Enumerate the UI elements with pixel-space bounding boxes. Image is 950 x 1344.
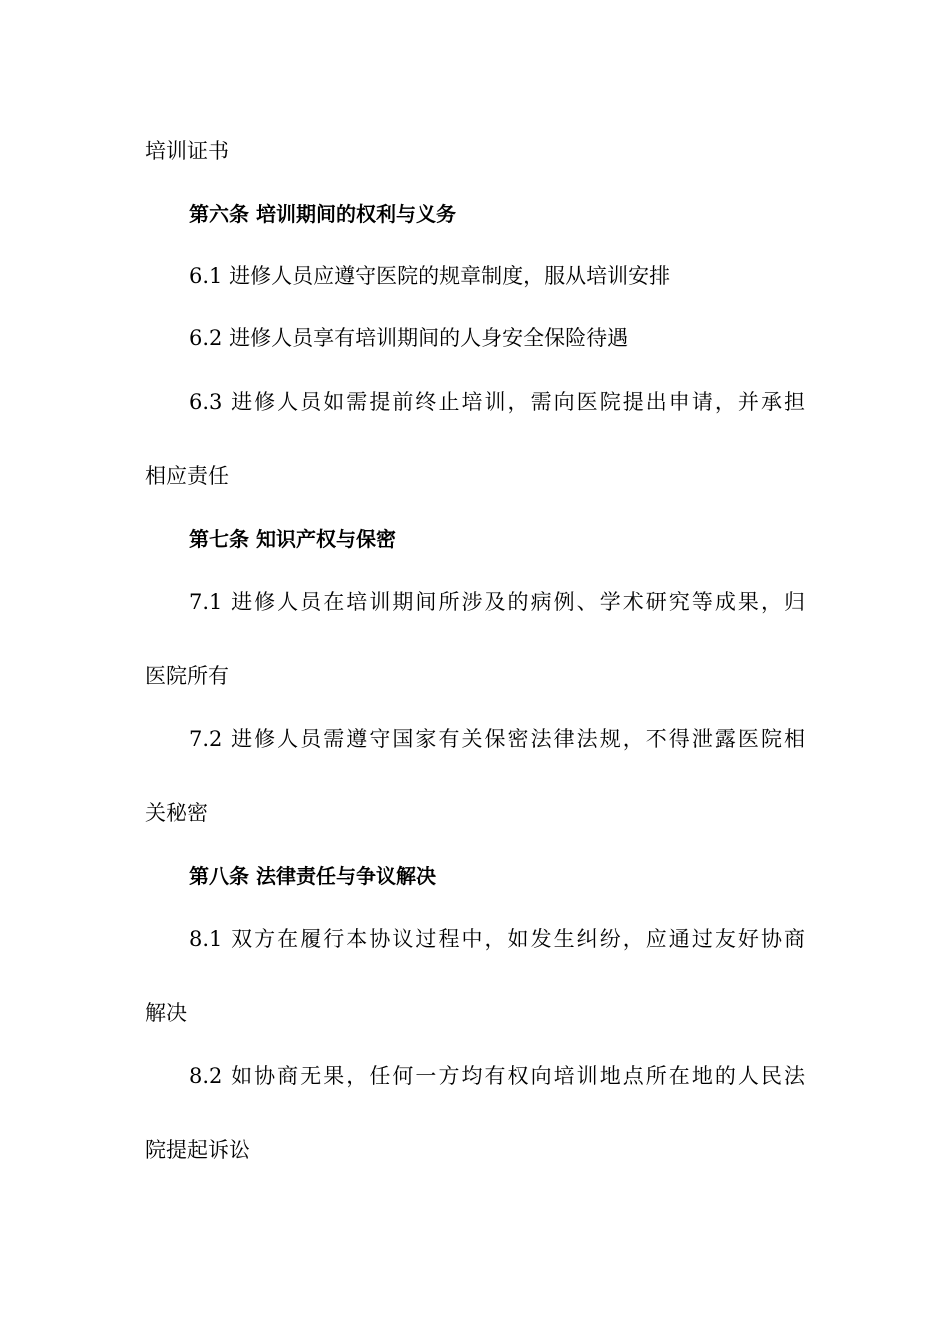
clause-6-1: 6.1 进修人员应遵守医院的规章制度，服从培训安排 [189, 264, 671, 288]
clause-8-1: 8.1 双方在履行本协议过程中，如发生纠纷，应通过友好协商 [189, 927, 805, 951]
clause-7-2-continuation: 关秘密 [145, 801, 208, 825]
article-heading-6: 第六条 培训期间的权利与义务 [189, 202, 456, 226]
clause-6-2: 6.2 进修人员享有培训期间的人身安全保险待遇 [189, 326, 629, 350]
clause-8-2: 8.2 如协商无果，任何一方均有权向培训地点所在地的人民法 [189, 1064, 805, 1088]
clause-7-1: 7.1 进修人员在培训期间所涉及的病例、学术研究等成果，归 [189, 590, 805, 614]
article-heading-8: 第八条 法律责任与争议解决 [189, 864, 436, 888]
clause-8-2-continuation: 院提起诉讼 [145, 1138, 250, 1162]
clause-7-1-continuation: 医院所有 [145, 664, 229, 688]
paragraph-continuation: 培训证书 [145, 139, 229, 163]
clause-8-1-continuation: 解决 [145, 1001, 187, 1025]
article-heading-7: 第七条 知识产权与保密 [189, 527, 396, 551]
clause-6-3: 6.3 进修人员如需提前终止培训，需向医院提出申请，并承担 [189, 390, 805, 414]
clause-7-2: 7.2 进修人员需遵守国家有关保密法律法规，不得泄露医院相 [189, 727, 805, 751]
clause-6-3-continuation: 相应责任 [145, 464, 229, 488]
